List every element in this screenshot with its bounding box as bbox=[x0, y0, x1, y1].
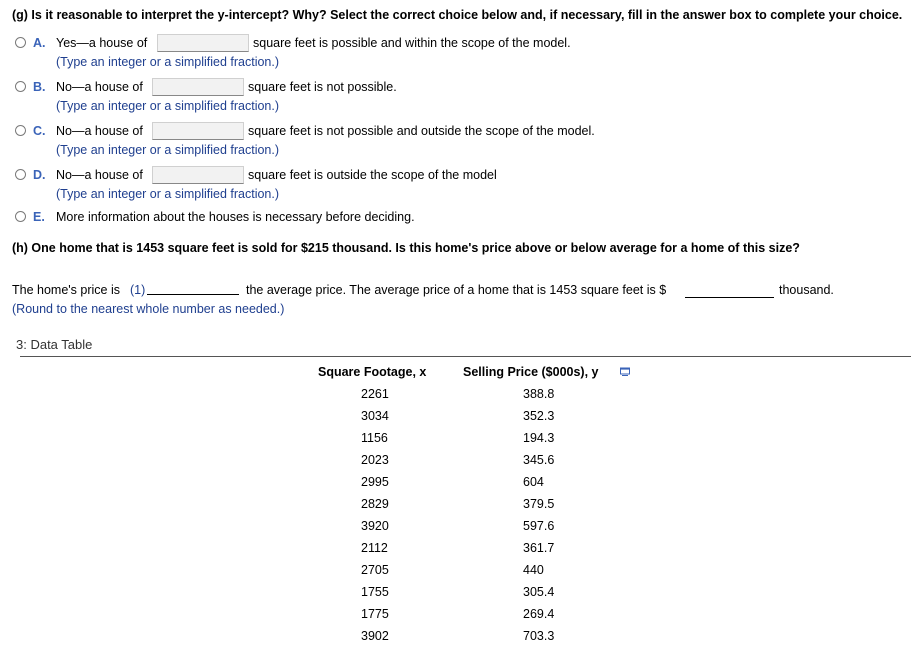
option-c-letter: C. bbox=[33, 124, 46, 138]
option-c-answer-box[interactable] bbox=[152, 122, 244, 140]
average-price-input[interactable] bbox=[685, 297, 774, 298]
column-header-selling-price: Selling Price ($000s), y bbox=[463, 365, 599, 379]
cell-selling-price: 703.3 bbox=[523, 629, 555, 643]
option-a-answer-box[interactable] bbox=[157, 34, 249, 52]
cell-square-footage: 2023 bbox=[361, 453, 389, 467]
cell-square-footage: 2705 bbox=[361, 563, 389, 577]
cell-square-footage: 2261 bbox=[361, 387, 389, 401]
question-h-post-text: thousand. bbox=[779, 283, 834, 297]
cell-square-footage: 1755 bbox=[361, 585, 389, 599]
option-b-answer-box[interactable] bbox=[152, 78, 244, 96]
cell-selling-price: 597.6 bbox=[523, 519, 555, 533]
option-d-letter: D. bbox=[33, 168, 46, 182]
option-e-text: More information about the houses is necessary before deciding. bbox=[56, 210, 415, 224]
option-c-post-text: square feet is not possible and outside the scope of the model. bbox=[248, 124, 595, 138]
dropdown-1-label: (1) bbox=[130, 283, 146, 297]
cell-square-footage: 3902 bbox=[361, 629, 389, 643]
cell-square-footage: 1156 bbox=[361, 431, 388, 445]
option-c-radio[interactable] bbox=[15, 125, 26, 136]
option-d-answer-box[interactable] bbox=[152, 166, 244, 184]
cell-selling-price: 379.5 bbox=[523, 497, 555, 511]
option-d-hint: (Type an integer or a simplified fraction.) bbox=[56, 187, 280, 201]
cell-selling-price: 352.3 bbox=[523, 409, 555, 423]
option-a-pre-text: Yes—a house of bbox=[56, 36, 148, 50]
cell-square-footage: 2995 bbox=[361, 475, 389, 489]
question-h-prompt: (h) One home that is 1453 square feet is sold for $215 thousand. Is this home's price above or below average for a home of this size? bbox=[12, 241, 800, 255]
question-g-prompt: (g) Is it reasonable to interpret the y-intercept? Why? Select the correct choice below and, if necessary, fill in the answer box to complete your choice. bbox=[12, 8, 903, 22]
cell-square-footage: 3034 bbox=[361, 409, 389, 423]
cell-selling-price: 604 bbox=[523, 475, 544, 489]
column-header-square-footage: Square Footage, x bbox=[318, 365, 427, 379]
question-h-hint: (Round to the nearest whole number as needed.) bbox=[12, 302, 285, 316]
cell-selling-price: 388.8 bbox=[523, 387, 555, 401]
cell-selling-price: 269.4 bbox=[523, 607, 555, 621]
question-h-pre-dropdown: The home's price is bbox=[12, 283, 120, 297]
dropdown-1[interactable] bbox=[147, 294, 239, 295]
cell-selling-price: 361.7 bbox=[523, 541, 555, 555]
cell-selling-price: 440 bbox=[523, 563, 544, 577]
data-table-title: 3: Data Table bbox=[16, 337, 93, 352]
option-c-hint: (Type an integer or a simplified fraction.) bbox=[56, 143, 280, 157]
cell-square-footage: 3920 bbox=[361, 519, 389, 533]
option-d-radio[interactable] bbox=[15, 169, 26, 180]
cell-selling-price: 345.6 bbox=[523, 453, 555, 467]
question-h-mid-text: the average price. The average price of a home that is 1453 square feet is $ bbox=[246, 283, 667, 297]
option-a-letter: A. bbox=[33, 36, 46, 50]
option-b-letter: B. bbox=[33, 80, 46, 94]
option-d-pre-text: No—a house of bbox=[56, 168, 143, 182]
option-b-post-text: square feet is not possible. bbox=[248, 80, 397, 94]
option-b-radio[interactable] bbox=[15, 81, 26, 92]
option-e-radio[interactable] bbox=[15, 211, 26, 222]
cell-square-footage: 2829 bbox=[361, 497, 389, 511]
option-b-pre-text: No—a house of bbox=[56, 80, 143, 94]
cell-selling-price: 194.3 bbox=[523, 431, 555, 445]
option-c-pre-text: No—a house of bbox=[56, 124, 143, 138]
option-b-hint: (Type an integer or a simplified fraction.) bbox=[56, 99, 280, 113]
cell-selling-price: 305.4 bbox=[523, 585, 555, 599]
option-a-radio[interactable] bbox=[15, 37, 26, 48]
option-a-hint: (Type an integer or a simplified fraction.) bbox=[56, 55, 280, 69]
cell-square-footage: 2112 bbox=[361, 541, 388, 555]
option-e-letter: E. bbox=[33, 210, 45, 224]
option-a-post-text: square feet is possible and within the scope of the model. bbox=[253, 36, 571, 50]
cell-square-footage: 1775 bbox=[361, 607, 389, 621]
data-table-divider bbox=[20, 356, 911, 357]
copy-icon[interactable] bbox=[619, 367, 631, 377]
option-d-post-text: square feet is outside the scope of the model bbox=[248, 168, 497, 182]
